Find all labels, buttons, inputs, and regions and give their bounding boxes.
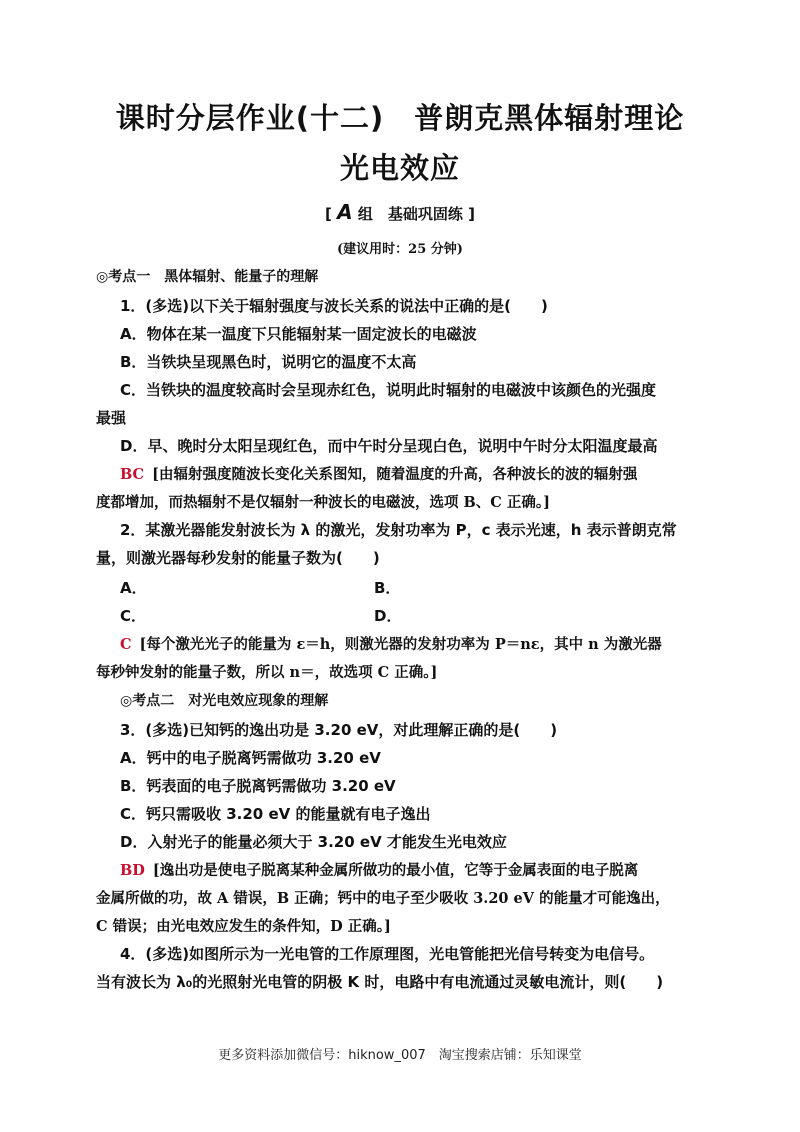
option-a: A． <box>120 579 147 597</box>
question-stem-continued: 量，则激光器每秒发射的能量子数为( ) <box>96 549 380 567</box>
option: C．当铁块的温度较高时会呈现赤红色，说明此时辐射的电磁波中该颜色的光强度 <box>120 381 657 399</box>
option: D．早、晚时分太阳呈现红色，而中午时分呈现白色，说明中午时分太阳温度最高 <box>120 437 658 455</box>
group-text: 组 基础巩固练 <box>357 205 463 223</box>
option-continued: 最强 <box>96 409 127 427</box>
answer-text-continued: 度都增加，而热辐射不是仅辐射一种波长的电磁波，选项 B、C 正确。] <box>96 494 551 511</box>
option: B．钙表面的电子脱离钙需做功 3.20 eV <box>120 777 396 795</box>
option-b: B． <box>374 579 401 597</box>
question-stem: 1．(多选)以下关于辐射强度与波长关系的说法中正确的是( ) <box>120 297 548 315</box>
answer-text-continued: C 错误；由光电效应发生的条件知，D 正确。] <box>96 918 391 935</box>
option: D．入射光子的能量必须大于 3.20 eV 才能发生光电效应 <box>120 833 507 851</box>
group-label <box>0 200 800 224</box>
option-row <box>120 605 146 626</box>
answer-explanation <box>120 859 638 880</box>
question-stem: 2．某激光器能发射波长为 λ 的激光，发射功率为 P，c 表示光速，h 表示普朗克常 <box>120 521 677 539</box>
section-heading: ◎考点二 对光电效应现象的理解 <box>120 693 329 709</box>
group-bracket-open: [ <box>325 205 332 223</box>
time-note: (建议用时：25 分钟) <box>337 242 463 257</box>
question-stem: 3．(多选)已知钙的逸出功是 3.20 eV，对此理解正确的是( ) <box>120 721 558 739</box>
answer-text: [每个激光光子的能量为 ε＝h，则激光器的发射功率为 P＝nε，其中 n 为激光器 <box>139 636 662 653</box>
option-row-b <box>374 577 400 598</box>
option: A．钙中的电子脱离钙需做功 3.20 eV <box>120 749 381 767</box>
question-stem-continued: 当有波长为 λ₀的光照射光电管的阴极 K 时，电路中有电流通过灵敏电流计，则( ) <box>96 973 664 991</box>
answer-key: BC <box>120 466 145 483</box>
option: B．当铁块呈现黑色时，说明它的温度不太高 <box>120 353 417 371</box>
section-heading: ◎考点一 黑体辐射、能量子的理解 <box>96 269 319 285</box>
option: A．物体在某一温度下只能辐射某一固定波长的电磁波 <box>120 325 477 343</box>
group-bracket-close: ] <box>468 205 475 223</box>
option-c: C． <box>120 607 147 625</box>
footer-note: 更多资料添加微信号：hiknow_007 淘宝搜索店铺：乐知课堂 <box>218 1048 582 1063</box>
group-letter: A <box>337 200 353 224</box>
answer-explanation <box>120 633 662 654</box>
option-row <box>120 577 147 598</box>
answer-explanation <box>120 463 637 484</box>
option-row-d <box>374 605 401 626</box>
answer-text-continued: 金属所做的功，故 A 错误，B 正确；钙中的电子至少吸收 3.20 eV 的能量才可能逸出， <box>96 890 670 907</box>
answer-text-continued: 每秒钟发射的能量子数，所以 n＝，故选项 C 正确。] <box>96 664 438 681</box>
answer-text: [由辐射强度随波长变化关系图知，随着温度的升高，各种波长的波的辐射强 <box>152 466 638 483</box>
question-stem: 4．(多选)如图所示为一光电管的工作原理图，光电管能把光信号转变为电信号。 <box>120 945 655 963</box>
answer-key: BD <box>120 862 145 879</box>
answer-key: C <box>120 636 132 653</box>
page-title: 课时分层作业(十二) 普朗克黑体辐射理论 <box>115 101 685 135</box>
answer-text: [逸出功是使电子脱离某种金属所做功的最小值，它等于金属表面的电子脱离 <box>152 862 639 879</box>
option-d: D． <box>374 607 402 625</box>
page-subtitle: 光电效应 <box>339 151 460 185</box>
option: C．钙只需吸收 3.20 eV 的能量就有电子逸出 <box>120 805 431 823</box>
